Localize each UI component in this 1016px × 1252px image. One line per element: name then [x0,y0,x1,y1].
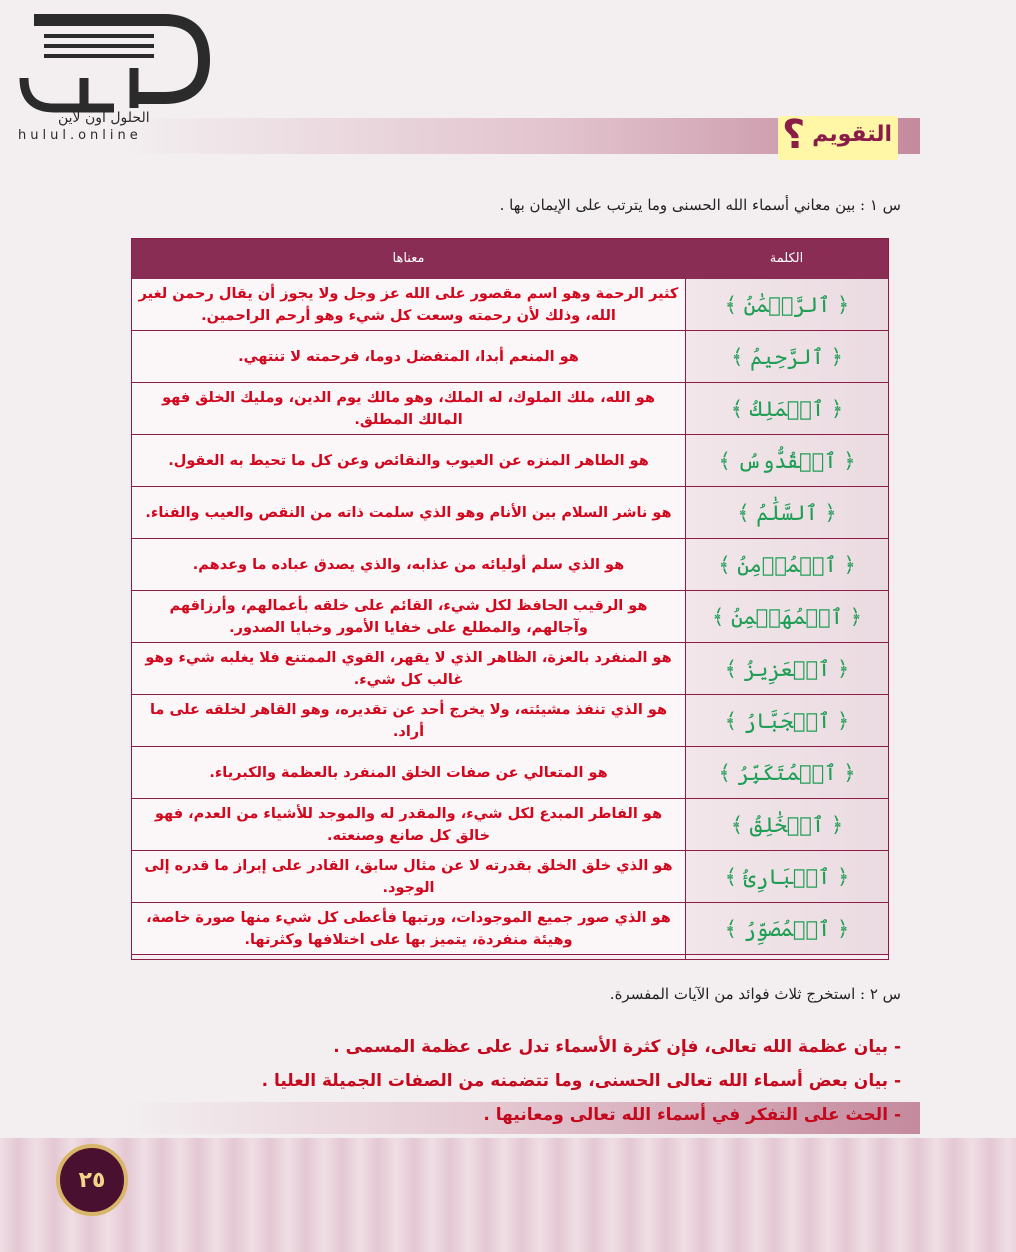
name-meaning: هو المتعالي عن صفات الخلق المنفرد بالعظمة والكبرياء. [209,764,608,781]
name-meaning: هو ناشر السلام بين الأنام وهو الذي سلمت ذاته من النقص والعيب والفناء. [145,504,672,521]
word-cell [686,695,888,746]
name-meaning: كثير الرحمة وهو اسم مقصور على الله عز وجل ولا يجوز أن يقال رحمن لغير الله، وذلك لأن رحمته وسعت كل شيء وهو أرحم الراحمين. [138,285,679,324]
answer-item: - الحث على التفكر في أسماء الله تعالى ومعانيها . [483,1105,901,1125]
decorative-footer [0,1138,1016,1252]
name-word: ﴿ ٱلۡمُتَكَبِّرُ ﴾ [718,760,856,785]
name-meaning: هو الذي سلم أوليائه من عذابه، والذي يصدق عباده ما وعدهم. [192,556,625,573]
names-table [131,238,889,960]
name-word: ﴿ ٱلرَّحِيمُ ﴾ [731,344,843,369]
word-cell [686,383,888,434]
meaning-cell [132,695,685,746]
table-row [132,591,888,643]
name-meaning: هو الذي صور جميع الموجودات، ورتبها فأعطى كل شيء منها صورة خاصة، وهيئة منفردة، يتميز بها على اختلافها وكثرتها. [146,909,671,948]
table-row [132,331,888,383]
meaning-cell [132,331,685,382]
word-cell [686,591,888,642]
word-cell [686,279,888,330]
name-meaning: هو الرقيب الحافظ لكل شيء، القائم على خلقه بأعمالهم، وأرزاقهم وآجالهم، والمطلع على خفايا الأمور وخبايا الصدور. [169,597,648,636]
table-row [132,643,888,695]
name-meaning: هو الذي خلق الخلق بقدرته لا عن مثال سابق، القادر على إبراز ما قدره إلى الوجود. [144,857,673,896]
name-meaning: هو المنعم أبدا، المتفضل دوما، فرحمته لا تنتهي. [238,348,579,365]
meaning-cell [132,279,685,330]
name-word: ﴿ ٱلۡبَارِئُ ﴾ [724,864,850,889]
logo-arabic-text: الحلول اون لاين [58,110,150,126]
table-row [132,695,888,747]
name-meaning: هو الفاطر المبدع لكل شيء، والمقدر له والموجد للأشياء من العدم، فهو خالق كل صانع وصنعته. [154,805,663,844]
meaning-cell [132,643,685,694]
question-mark-icon: ؟ [782,112,806,158]
section-title: التقويم [812,122,892,147]
word-cell [686,487,888,538]
header-meaning: معناها [392,251,425,266]
name-word: ﴿ ٱلۡخَٰلِقُ ﴾ [730,812,844,837]
word-cell [686,539,888,590]
meaning-cell [132,487,685,538]
name-word: ﴿ ٱلۡمَلِكُ ﴾ [730,396,844,421]
word-cell [686,643,888,694]
logo-latin-text: hulul.online [18,128,142,143]
table-row [132,851,888,903]
name-word: ﴿ ٱلۡقُدُّوسُ ﴾ [718,448,856,473]
meaning-cell [132,799,685,850]
name-word: ﴿ ٱلۡمُصَوِّرُ ﴾ [724,916,850,941]
answer-item: - بيان بعض أسماء الله تعالى الحسنى، وما تتضمنه من الصفات الجميلة العليا . [261,1071,901,1091]
name-meaning: هو المنفرد بالعزة، الظاهر الذي لا يقهر، القوي الممتنع فلا يغلبه شيء وهو غالب كل شيء. [145,649,672,688]
table-row [132,487,888,539]
table-row [132,747,888,799]
table-row [132,903,888,955]
header-word: الكلمة [769,251,804,266]
meaning-cell [132,591,685,642]
section-header [778,112,898,160]
site-logo [14,8,214,148]
meaning-cell [132,747,685,798]
meaning-cell [132,435,685,486]
answer-item: - بيان عظمة الله تعالى، فإن كثرة الأسماء تدل على عظمة المسمى . [333,1037,901,1057]
table-header [132,239,888,279]
word-cell [686,435,888,486]
name-meaning: هو الطاهر المنزه عن العيوب والنقائص وعن كل ما تحيط به العقول. [168,452,649,469]
word-cell [686,799,888,850]
table-row [132,435,888,487]
word-cell [686,747,888,798]
name-word: ﴿ ٱلۡمُهَيۡمِنُ ﴾ [712,604,862,629]
question-2: س ٢ : استخرج ثلاث فوائد من الآيات المفسرة. [609,985,901,1003]
word-cell [686,851,888,902]
name-meaning: هو الله، ملك الملوك، له الملك، وهو مالك يوم الدين، ومليك الخلق فهو المالك المطلق. [162,389,655,428]
page-number: ٢٥ [78,1167,106,1193]
name-word: ﴿ ٱلۡمُؤۡمِنُ ﴾ [718,552,856,577]
table-row [132,799,888,851]
table-row [132,383,888,435]
word-cell [686,903,888,954]
name-word: ﴿ ٱلۡجَبَّارُ ﴾ [724,708,850,733]
answers-list [111,1030,901,1132]
column-divider [685,279,686,959]
meaning-cell [132,903,685,954]
meaning-cell [132,539,685,590]
name-word: ﴿ ٱلرَّحۡمَٰنُ ﴾ [724,292,850,317]
name-meaning: هو الذي تنفذ مشيئته، ولا يخرج أحد عن تقديره، وهو القاهر لخلقه على ما أراد. [149,701,667,740]
table-row [132,279,888,331]
word-cell [686,331,888,382]
table-row [132,539,888,591]
name-word: ﴿ ٱلسَّلَٰمُ ﴾ [737,500,837,525]
name-word: ﴿ ٱلۡعَزِيزُ ﴾ [724,656,850,681]
meaning-cell [132,383,685,434]
meaning-cell [132,851,685,902]
question-1: س ١ : بين معاني أسماء الله الحسنى وما يترتب على الإيمان بها . [499,196,901,214]
page-number-badge [56,1144,128,1216]
